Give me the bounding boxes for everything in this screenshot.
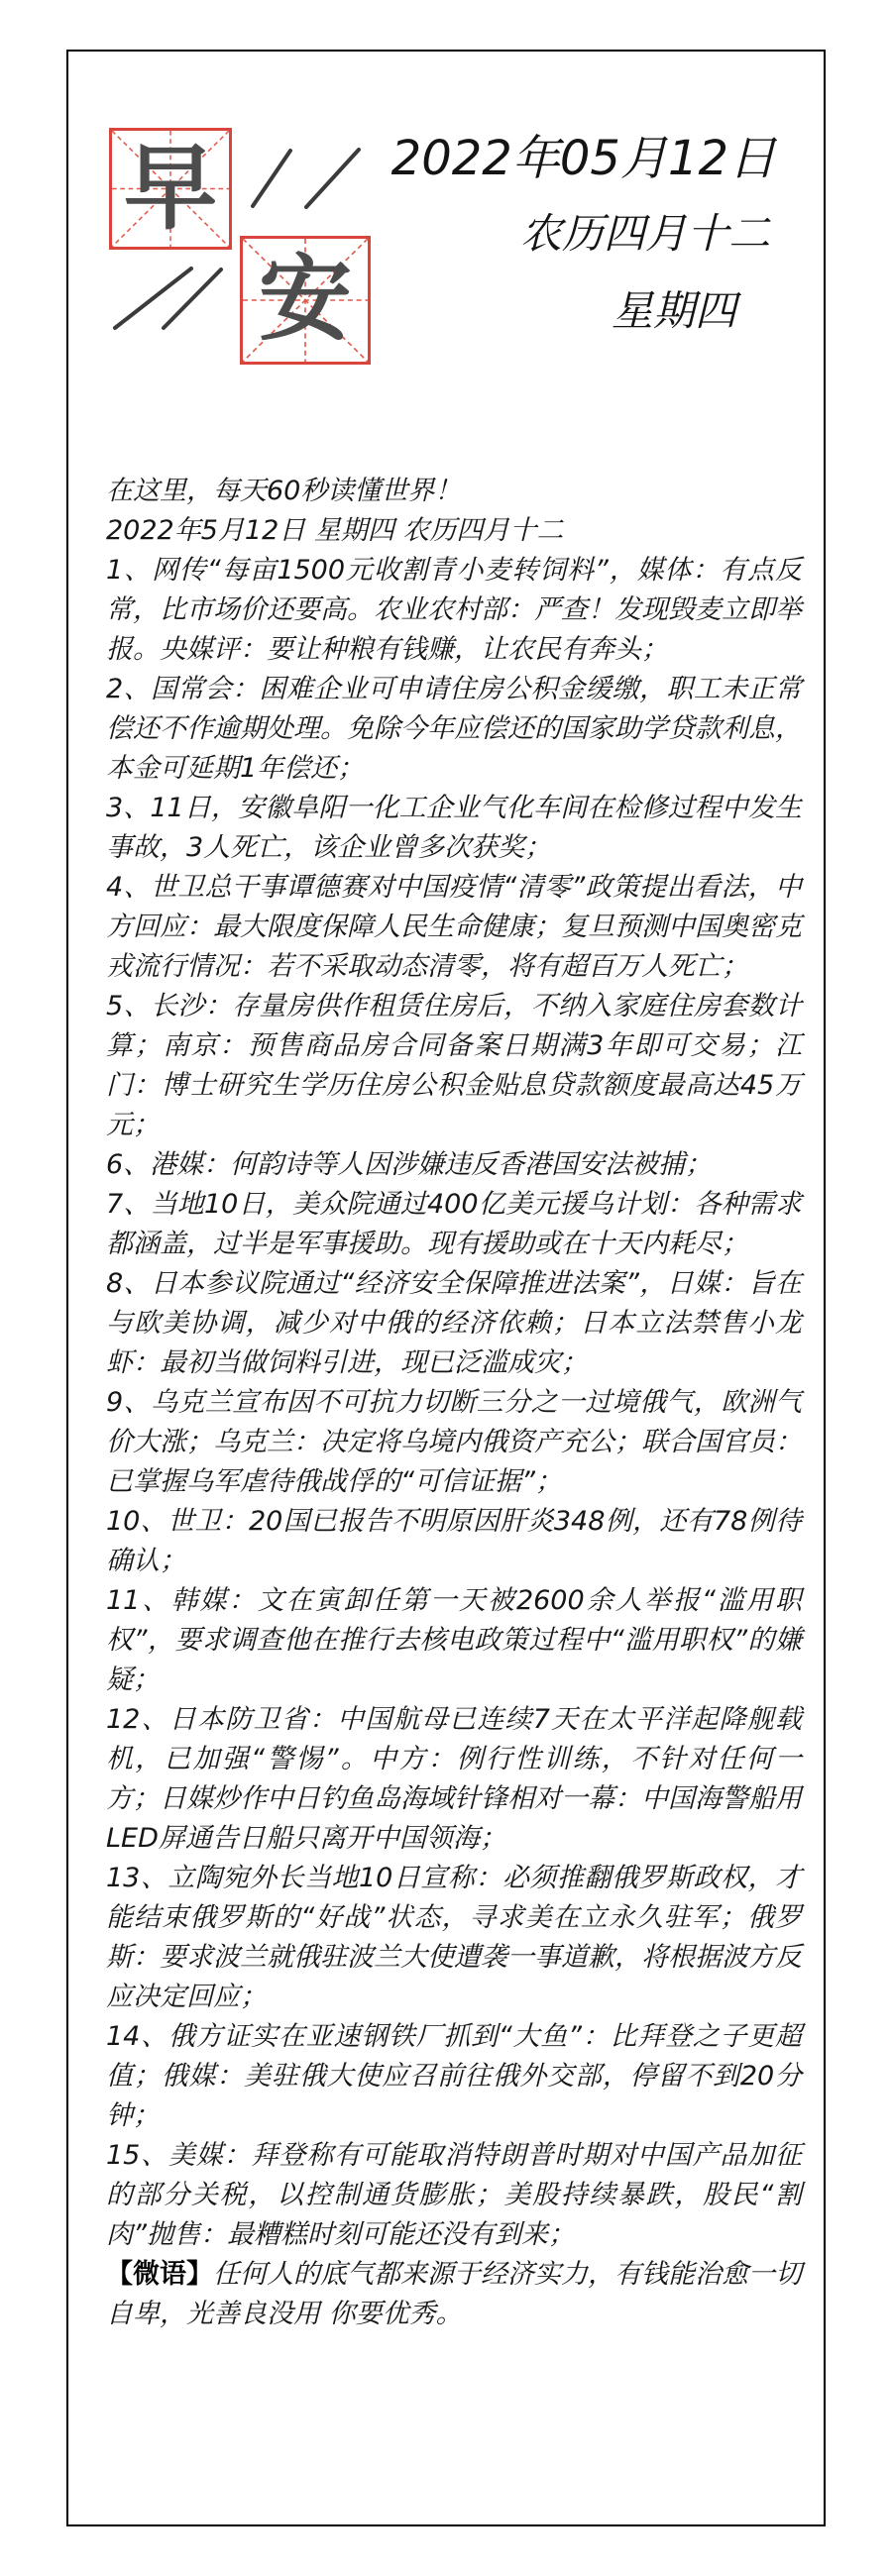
logo-char-an: 安 bbox=[258, 246, 352, 354]
weiyu-text: 任何人的底气都来源于经济实力，有钱能治愈一切自卑，光善良没用 你要优秀。 bbox=[106, 2259, 802, 2329]
intro-line: 在这里，每天60秒读懂世界！ bbox=[106, 476, 462, 506]
weiyu-label: 【微语】 bbox=[106, 2259, 213, 2290]
date-line: 2022年05月12日 bbox=[390, 131, 776, 186]
zao-grid-box bbox=[109, 128, 232, 250]
news-item-12: 12、日本防卫省：中国航母已连续7天在太平洋起降舰载机，已加强“警惕”。中方：例行性训练，不针对任何一方；日媒炒作中日钓鱼岛海域针锋相对一幕：中国海警船用LED屏通告日船只离开中国领海； bbox=[106, 1704, 802, 1854]
page-frame bbox=[66, 50, 826, 2526]
news-item-3: 3、11日，安徽阜阳一化工企业气化车间在检修过程中发生事故，3人死亡，该企业曾多次获奖； bbox=[106, 793, 802, 863]
news-item-1: 1、网传“每亩1500元收割青小麦转饲料”，媒体：有点反常，比市场价还要高。农业农村部：严查！发现毁麦立即举报。央媒评：要让种粮有钱赚，让农民有奔头； bbox=[106, 555, 802, 665]
news-item-4: 4、世卫总干事谭德赛对中国疫情“清零”政策提出看法，中方回应：最大限度保障人民生命健康；复旦预测中国奥密克戎流行情况：若不采取动态清零，将有超百万人死亡； bbox=[106, 872, 802, 982]
news-item-9: 9、乌克兰宣布因不可抗力切断三分之一过境俄气，欧洲气价大涨；乌克兰：决定将乌境内俄资产充公；联合国官员：已掌握乌军虐待俄战俘的“可信证据”； bbox=[106, 1387, 802, 1497]
news-item-13: 13、立陶宛外长当地10日宣称：必须推翻俄罗斯政权，才能结束俄罗斯的“好战”状态，寻求美在立永久驻军；俄罗斯：要求波兰就俄驻波兰大使遭袭一事道歉，将根据波方反应决定回应； bbox=[106, 1863, 802, 2012]
news-item-14: 14、俄方证实在亚速钢铁厂抓到“大鱼”：比拜登之子更超值；俄媒：美驻俄大使应召前往俄外交部，停留不到20分钟； bbox=[106, 2021, 802, 2131]
weekday-line: 星期四 bbox=[611, 285, 736, 335]
weiyu-line bbox=[106, 2255, 802, 2334]
news-item-7: 7、当地10日，美众院通过400亿美元援乌计划：各种需求都涵盖，过半是军事援助。现有援助或在十天内耗尽； bbox=[106, 1189, 802, 1259]
intro-date-line: 2022年5月12日 星期四 农历四月十二 bbox=[106, 515, 564, 546]
date-block bbox=[350, 133, 776, 334]
news-item-11: 11、韩媒：文在寅卸任第一天被2600余人举报“滥用职权”，要求调查他在推行去核电政策过程中“滥用职权”的嫌疑； bbox=[106, 1585, 802, 1695]
news-body bbox=[106, 472, 802, 2334]
double-slash-icon bbox=[112, 266, 223, 331]
logo-char-zao: 早 bbox=[123, 134, 217, 243]
news-item-2: 2、国常会：困难企业可申请住房公积金缓缴，职工未正常偿还不作逾期处理。免除今年应偿还的国家助学贷款利息，本金可延期1年偿还； bbox=[106, 674, 802, 784]
news-item-5: 5、长沙：存量房供作租赁住房后，不纳入家庭住房套数计算；南京：预售商品房合同备案日期满3年即可交易；江门：博士研究生学历住房公积金贴息贷款额度最高达45万元； bbox=[106, 991, 802, 1140]
news-item-10: 10、世卫：20国已报告不明原因肝炎348例，还有78例待确认； bbox=[106, 1506, 802, 1576]
double-slash-icon bbox=[250, 148, 361, 209]
news-item-6: 6、港媒：何韵诗等人因涉嫌违反香港国安法被捕； bbox=[106, 1149, 713, 1180]
news-item-15: 15、美媒：拜登称有可能取消特朗普时期对中国产品加征的部分关税，以控制通货膨胀；美股持续暴跌，股民“割肉”抛售：最糟糕时刻可能还没有到来； bbox=[106, 2140, 802, 2250]
news-item-8: 8、日本参议院通过“经济安全保障推进法案”，日媒：旨在与欧美协调，减少对中俄的经济依赖；日本立法禁售小龙虾：最初当做饲料引进，现已泛滥成灾； bbox=[106, 1268, 802, 1378]
lunar-date-line: 农历四月十二 bbox=[519, 208, 770, 258]
